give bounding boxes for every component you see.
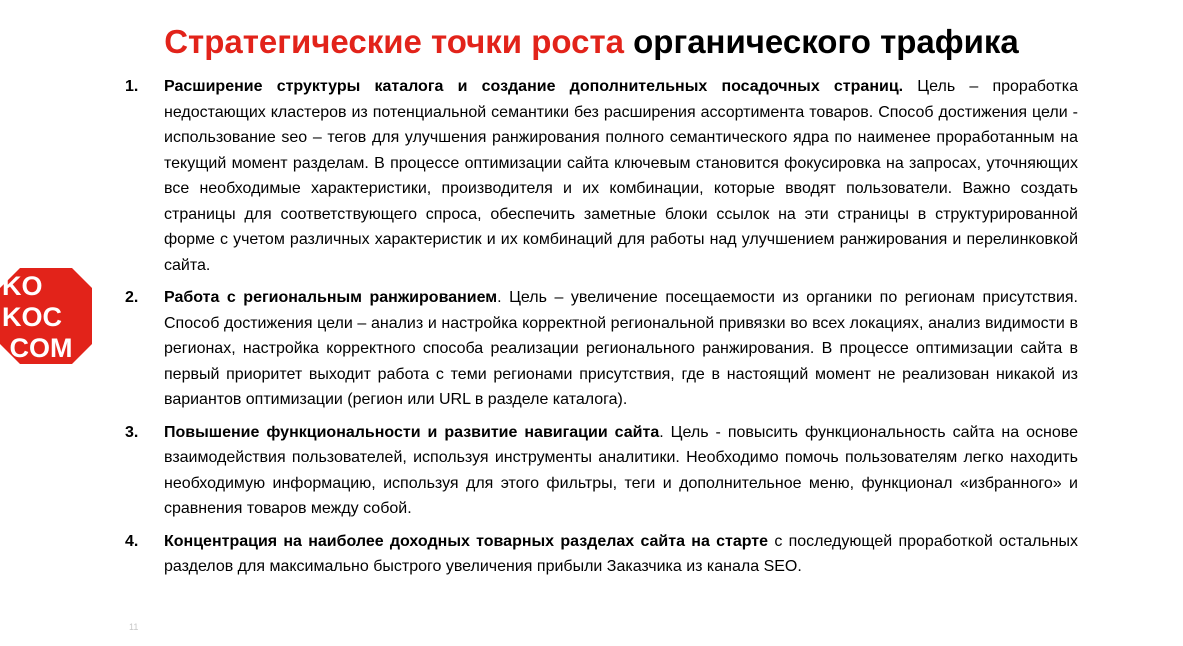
item-number: 2. — [125, 289, 139, 306]
item-heading: Работа с региональным ранжированием — [164, 289, 498, 306]
item-text — [164, 420, 1078, 522]
item-heading: Расширение структуры каталога и создание дополнительных посадочных страниц. — [164, 78, 904, 95]
list-item — [0, 529, 1183, 580]
svg-text:KOC: KOC — [2, 302, 62, 332]
title-highlight: Стратегические точки роста — [164, 23, 624, 60]
svg-text:KO: KO — [2, 271, 43, 301]
list-item — [0, 285, 1183, 413]
item-text — [164, 74, 1078, 278]
item-body: . Цель - повысить функциональность сайта на основе взаимодействия пользователей, используя инструменты аналитики. Необходимо помочь пользователям легко находить необходимую информацию, используя для этого фильтры, теги и дополнительное меню, функционал «избранного» и сравнения товаров между собой. — [164, 423, 1078, 517]
title-rest: органического трафика — [633, 23, 1019, 60]
item-text — [164, 529, 1078, 580]
svg-text:.COM: .COM — [2, 333, 73, 363]
item-body: . Цель – увеличение посещаемости из органики по регионам присутствия. Способ достижения цели – анализ и настройка корректной региональной привязки во всех локациях, анализ видимости в регионах, настройка корректного способа реализации регионального ранжирования. В процессе оптимизации сайта в первый приоритет выходит работа с теми регионами присутствия, где в настоящий момент не реализован никакой из вариантов оптимизации (регион или URL в разделе каталога). — [164, 289, 1078, 408]
list-item — [0, 74, 1183, 278]
item-body: Цель – проработка недостающих кластеров из потенциальной семантики без расширения ассортимента товаров. Способ достижения цели - использование seo – тегов для улучшения ранжирования полного семантического ядра по наименее проработанным на текущий момент разделам. В процессе оптимизации сайта ключевым становится фокусировка на запросах, уточняющих все необходимые характеристики, производителя и их комбинации, которые вводят пользователи. Важно создать страницы для соответствующего спроса, обеспечить заметные блоки ссылок на эти страницы в структурированной форме с учетом различных характеристик и их комбинаций для работы над улучшением ранжирования и перелинковкой сайта. — [164, 78, 1079, 274]
page-number: 11 — [129, 622, 139, 632]
item-heading: Концентрация на наиболее доходных товарных разделах сайта на старте — [164, 532, 769, 550]
strategy-list — [0, 74, 1183, 580]
slide-title — [0, 22, 1183, 62]
list-item — [0, 420, 1183, 522]
item-number: 4. — [125, 532, 139, 550]
item-text — [164, 285, 1078, 413]
item-body: с последующей проработкой остальных разделов для максимально быстрого увеличения прибыли Заказчика из канала SEO. — [164, 532, 1078, 575]
item-heading: Повышение функциональности и развитие навигации сайта — [164, 423, 660, 441]
item-number: 1. — [125, 78, 139, 95]
item-number: 3. — [125, 423, 139, 441]
